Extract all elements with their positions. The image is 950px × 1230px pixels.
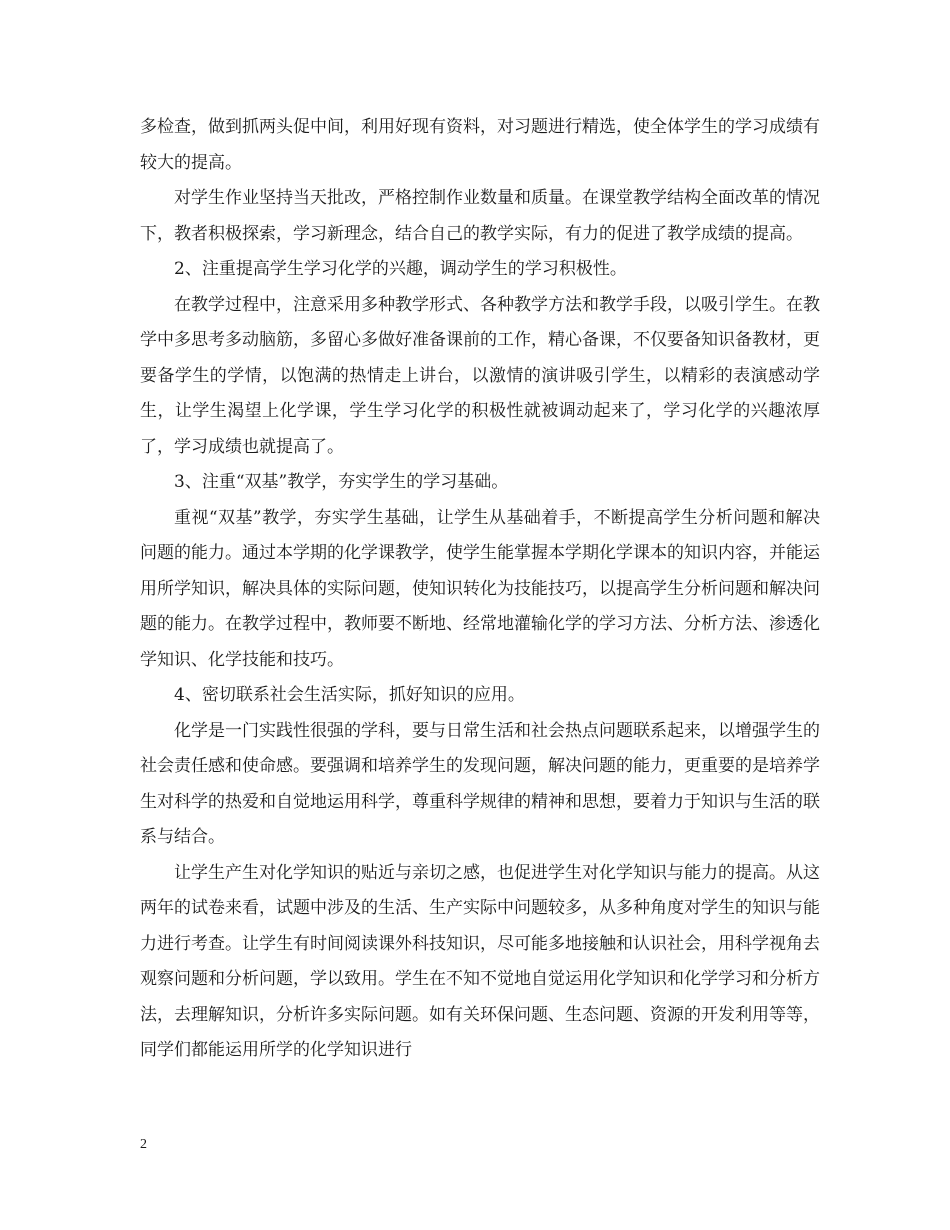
paragraph-9: 让学生产生对化学知识的贴近与亲切之感，也促进学生对化学知识与能力的提高。从这两年的试卷来看，试题中涉及的生活、生产实际中问题较多，从多种角度对学生的知识与能力进行考查。让学生有时间阅读课外科技知识，尽可能多地接触和认识社会，用科学视角去观察问题和分析问题，学以致用。学生在不知不觉地自觉运用化学知识和化学学习和分析方法，去理解知识，分析许多实际问题。如有关环保问题、生态问题、资源的开发利用等等，同学们都能运用所学的化学知识进行	[140, 862, 820, 1060]
document-body	[140, 110, 820, 1069]
page-number: 2	[140, 1137, 147, 1152]
section-heading-4: 4、密切联系社会生活实际，抓好知识的应用。	[174, 685, 525, 705]
section-heading-2: 2、注重提高学生学习化学的兴趣，调动学生的学习积极性。	[174, 259, 627, 279]
paragraph-6: 重视“双基”教学，夯实学生基础，让学生从基础着手，不断提高学生分析问题和解决问题的能力。通过本学期的化学课教学，使学生能掌握本学期化学课本的知识内容，并能运用所学知识，解决具体的实际问题，使知识转化为技能技巧，以提高学生分析问题和解决问题的能力。在教学过程中，教师要不断地、经常地灌输化学的学习方法、分析方法、渗透化学知识、化学技能和技巧。	[140, 507, 820, 670]
paragraph-1: 多检查，做到抓两头促中间，利用好现有资料，对习题进行精选，使全体学生的学习成绩有较大的提高。	[140, 117, 820, 173]
paragraph-4: 在教学过程中，注意采用多种教学形式、各种教学方法和教学手段，以吸引学生。在教学中多思考多动脑筋，多留心多做好准备课前的工作，精心备课，不仅要备知识备教材，更要备学生的学情，以饱满的热情走上讲台，以激情的演讲吸引学生，以精彩的表演感动学生，让学生渴望上化学课，学生学习化学的积极性就被调动起来了，学习化学的兴趣浓厚了，学习成绩也就提高了。	[140, 294, 820, 457]
section-heading-3: 3、注重“双基”教学，夯实学生的学习基础。	[174, 472, 509, 492]
paragraph-8: 化学是一门实践性很强的学科，要与日常生活和社会热点问题联系起来，以增强学生的社会责任感和使命感。要强调和培养学生的发现问题，解决问题的能力，更重要的是培养学生对科学的热爱和自觉地运用科学，尊重科学规律的精神和思想，要着力于知识与生活的联系与结合。	[140, 720, 820, 847]
paragraph-2: 对学生作业坚持当天批改，严格控制作业数量和质量。在课堂教学结构全面改革的情况下，教者积极探索，学习新理念，结合自己的教学实际，有力的促进了教学成绩的提高。	[140, 188, 820, 244]
